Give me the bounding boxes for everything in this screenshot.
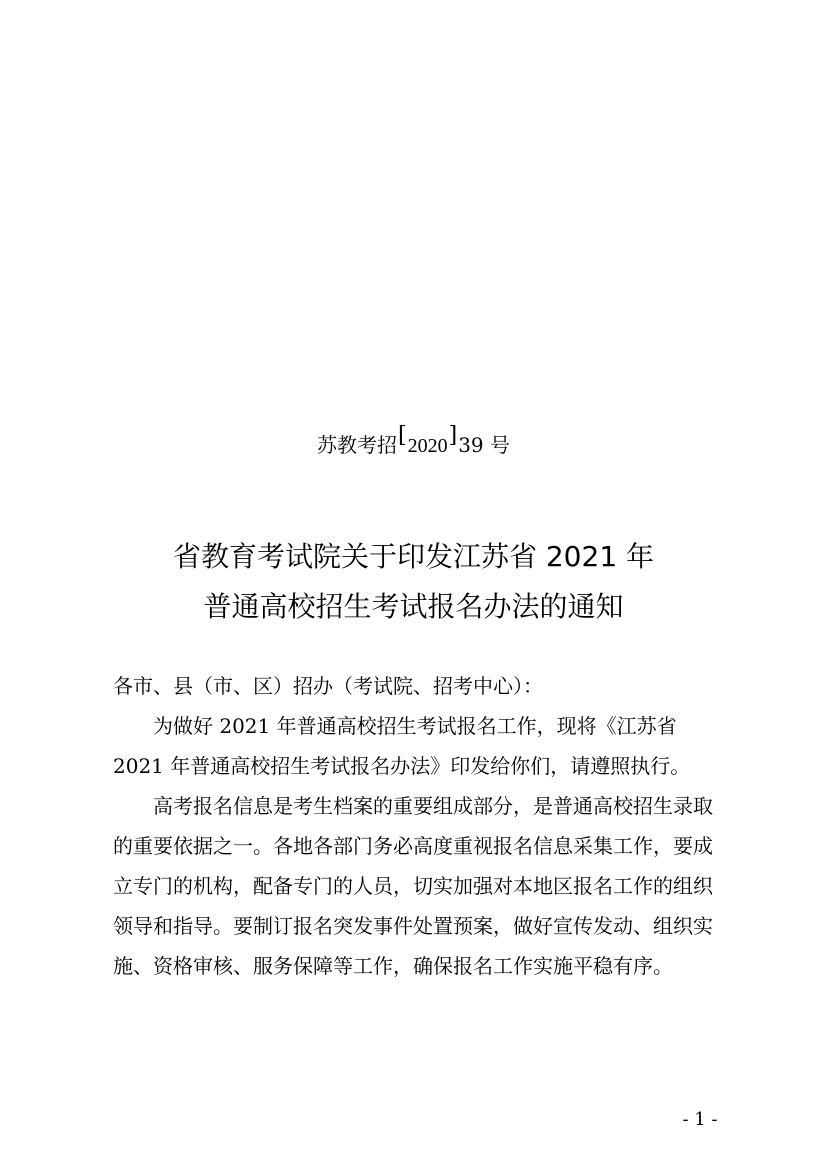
- document-number: [0, 416, 827, 466]
- document-title: [0, 532, 827, 632]
- title-line-2: 普通高校招生考试报名办法的通知: [203, 590, 624, 623]
- page-number: - 1 -: [682, 1109, 718, 1130]
- salutation: 各市、县（市、区）招办（考试院、招考中心）：: [113, 674, 543, 698]
- document-number-suffix: 39 号: [458, 433, 510, 457]
- paragraph-1: 为做好 2021 年普通高校招生考试报名工作，现将《江苏省 2021 年普通高校招生考试报名办法》印发给你们，请遵照执行。: [113, 714, 691, 778]
- paragraph-2: 高考报名信息是考生档案的重要组成部分，是普通高校招生录取的重要依据之一。各地各部门务必高度重视报名信息采集工作，要成立专门的机构，配备专门的人员，切实加强对本地区报名工作的组织领导和指导。要制订报名突发事件处置预案，做好宣传发动、组织实施、资格审核、服务保障等工作，确保报名工作实施平稳有序。: [113, 794, 713, 978]
- document-number-year: 2020: [407, 435, 448, 457]
- document-number-prefix: 苏教考招: [317, 433, 397, 457]
- right-bracket: ]: [448, 423, 458, 448]
- title-line-1: 省教育考试院关于印发江苏省 2021 年: [172, 540, 655, 573]
- left-bracket: [: [398, 423, 407, 448]
- document-body: [113, 666, 723, 986]
